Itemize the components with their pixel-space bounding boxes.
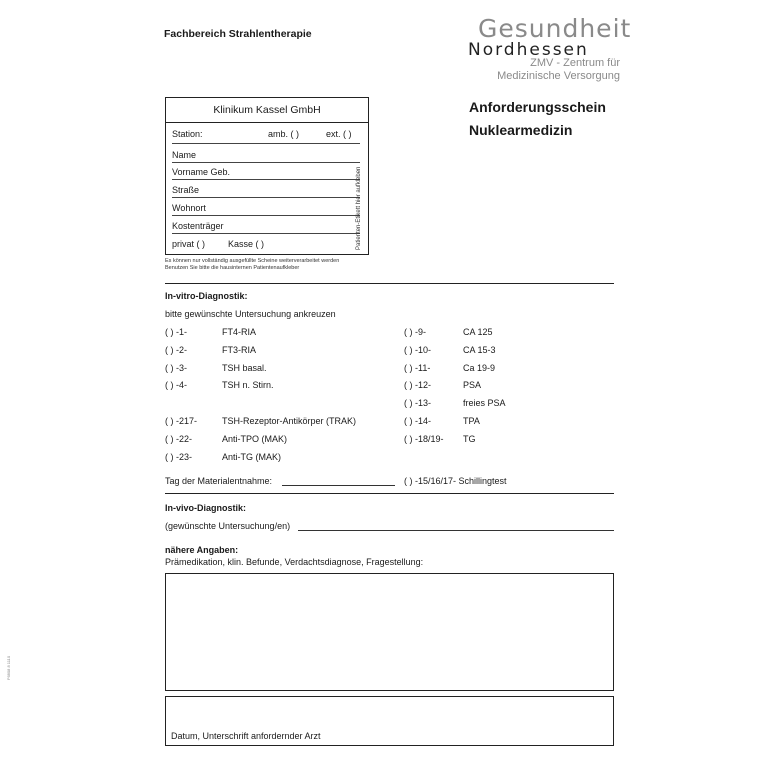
form-title-line-1: Anforderungsschein [469, 99, 606, 115]
divider [172, 197, 360, 198]
form-title [469, 96, 606, 142]
divider [172, 179, 360, 180]
department-label: Fachbereich Strahlentherapie [164, 28, 312, 40]
invivo-requested-field[interactable] [298, 530, 614, 531]
details-textarea[interactable] [165, 573, 614, 691]
logo-line-2: Nordhessen [468, 40, 589, 60]
logo-line-1: Gesundheit [478, 14, 632, 43]
kasse-checkbox[interactable]: Kasse ( ) [228, 239, 265, 249]
test-name: TG [463, 434, 476, 444]
divider [172, 143, 360, 144]
test-checkbox-217[interactable]: ( ) -217- [165, 416, 198, 426]
test-checkbox-3[interactable]: ( ) -3- [165, 363, 187, 373]
test-name: TSH basal. [222, 363, 267, 373]
test-name: Anti-TPO (MAK) [222, 434, 288, 444]
hospital-name: Klinikum Kassel GmbH [166, 98, 368, 123]
material-date-label: Tag der Materialentnahme: [165, 476, 273, 486]
material-date-field[interactable] [282, 485, 395, 486]
test-name: FT4-RIA [222, 327, 257, 337]
vorname-field[interactable]: Vorname Geb. [172, 167, 231, 177]
logo-line-3: ZMV - Zentrum für [530, 57, 620, 69]
invitro-instruction: bitte gewünschte Untersuchung ankreuzen [165, 309, 336, 319]
test-name: Ca 19-9 [463, 363, 496, 373]
section-divider [165, 283, 614, 284]
test-name: TSH-Rezeptor-Antikörper (TRAK) [222, 416, 357, 426]
invivo-heading: In-vivo-Diagnostik: [165, 503, 247, 513]
test-name: Anti-TG (MAK) [222, 452, 282, 462]
invivo-requested-label: (gewünschte Untersuchung/en) [165, 521, 291, 531]
amb-checkbox[interactable]: amb. ( ) [268, 129, 300, 139]
label-note-2: Benutzen Sie bitte die hausinternen Patientenaufkleber [165, 265, 300, 271]
test-checkbox-23[interactable]: ( ) -23- [165, 452, 192, 462]
form-code: F6808 8 1110 [6, 655, 11, 680]
details-subheading: Prämedikation, klin. Befunde, Verdachtsdiagnose, Fragestellung: [165, 557, 424, 567]
divider [172, 215, 360, 216]
station-label: Station: [172, 129, 203, 139]
test-name: freies PSA [463, 398, 506, 408]
strasse-field[interactable]: Straße [172, 185, 200, 195]
test-name: TSH n. Stirn. [222, 380, 274, 390]
signature-box[interactable] [165, 696, 614, 746]
test-name: PSA [463, 380, 482, 390]
logo-line-4: Medizinische Versorgung [497, 70, 620, 82]
test-checkbox-12[interactable]: ( ) -12- [404, 380, 431, 390]
test-checkbox-13[interactable]: ( ) -13- [404, 398, 431, 408]
test-checkbox-2[interactable]: ( ) -2- [165, 345, 187, 355]
sticker-hint: Patienten-Etikett hier aufkleben [356, 166, 362, 250]
test-checkbox-11[interactable]: ( ) -11- [404, 363, 431, 373]
signature-label: Datum, Unterschrift anfordernder Arzt [171, 731, 321, 741]
divider [172, 233, 360, 234]
test-name: FT3-RIA [222, 345, 257, 355]
test-checkbox-14[interactable]: ( ) -14- [404, 416, 431, 426]
details-heading: nähere Angaben: [165, 545, 239, 555]
invitro-heading: In-vitro-Diagnostik: [165, 291, 248, 301]
test-checkbox-4[interactable]: ( ) -4- [165, 380, 187, 390]
test-checkbox-9[interactable]: ( ) -9- [404, 327, 426, 337]
kostentraeger-field[interactable]: Kostenträger [172, 221, 224, 231]
test-name: CA 15-3 [463, 345, 496, 355]
test-name: TPA [463, 416, 480, 426]
schillingtest-checkbox[interactable]: ( ) -15/16/17- Schillingtest [404, 476, 507, 486]
form-title-line-2: Nuklearmedizin [469, 122, 573, 138]
name-field[interactable]: Name [172, 150, 197, 160]
privat-checkbox[interactable]: privat ( ) [172, 239, 206, 249]
test-checkbox-22[interactable]: ( ) -22- [165, 434, 192, 444]
divider [172, 162, 360, 163]
test-checkbox-1[interactable]: ( ) -1- [165, 327, 187, 337]
test-name: CA 125 [463, 327, 493, 337]
test-checkbox-10[interactable]: ( ) -10- [404, 345, 431, 355]
label-note-1: Es können nur vollständig ausgefüllte Scheine weiterverarbeitet werden [165, 258, 340, 264]
logo-subtitle [497, 57, 620, 83]
section-divider [165, 493, 614, 494]
test-checkbox-18-19[interactable]: ( ) -18/19- [404, 434, 444, 444]
patient-label-box[interactable] [165, 97, 369, 255]
ext-checkbox[interactable]: ext. ( ) [326, 129, 352, 139]
wohnort-field[interactable]: Wohnort [172, 203, 206, 213]
